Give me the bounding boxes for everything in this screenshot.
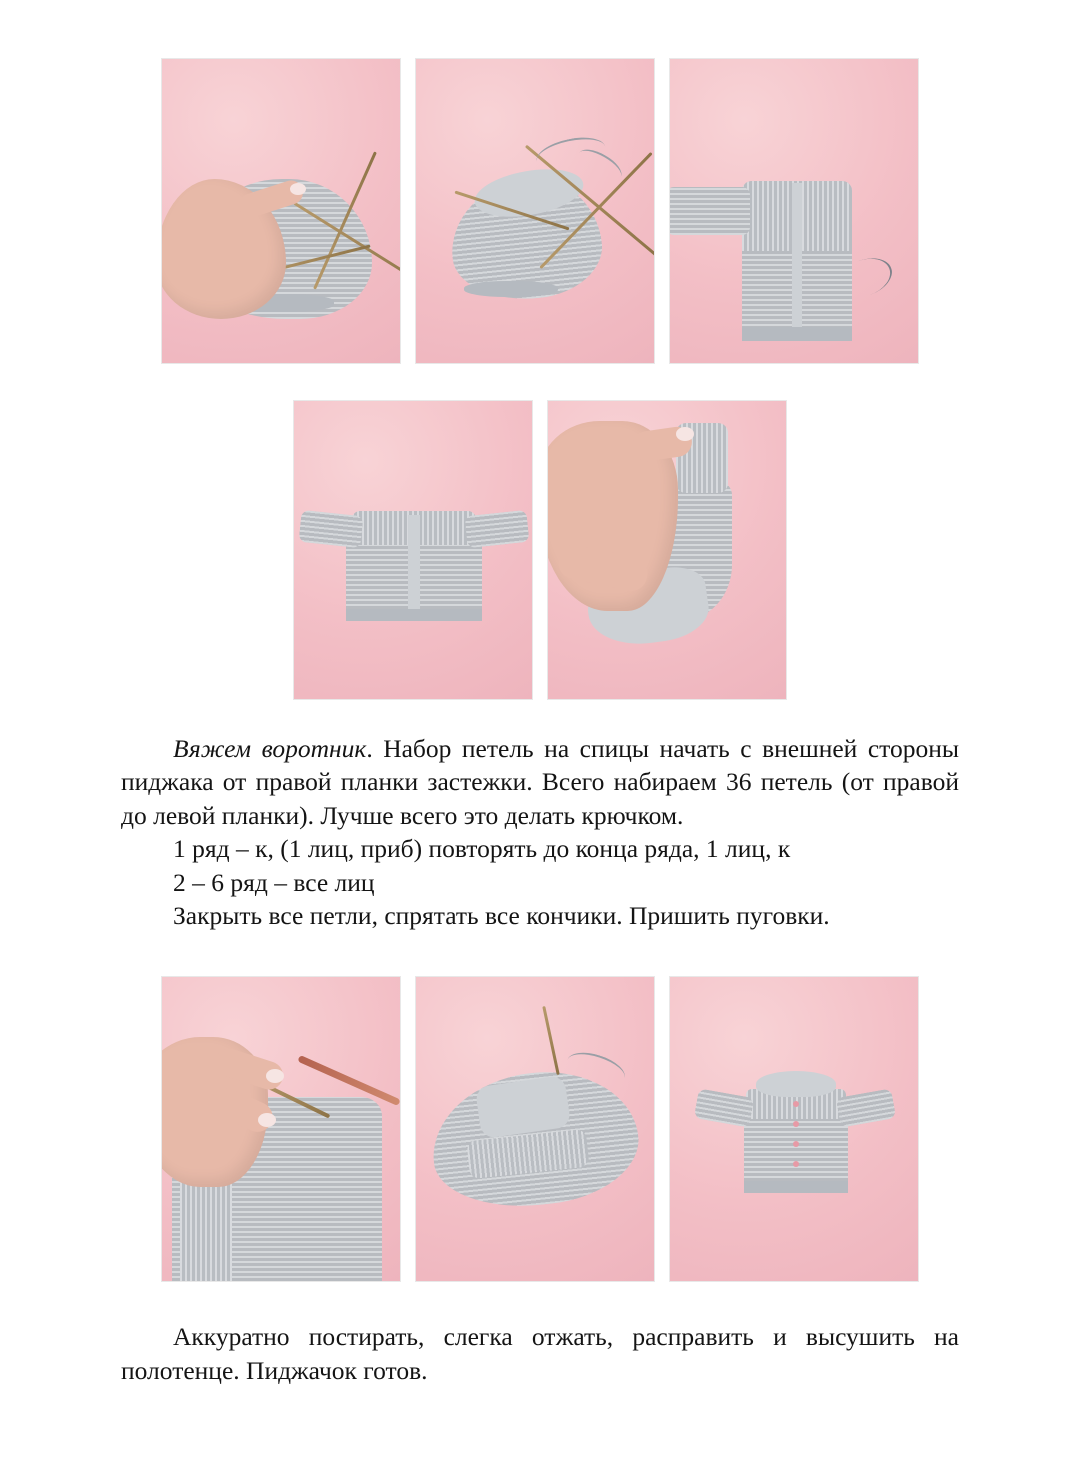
knit-jacket-sleeve [669, 187, 750, 235]
photo-finished-jacket-with-buttons [669, 976, 919, 1282]
photo-sleeve-with-yarn-tail [415, 58, 655, 364]
knit-sleeve-edge [464, 281, 558, 297]
photo-crochet-picking-collar-stitches [161, 976, 401, 1282]
knit-jacket-sleeve-left [298, 510, 363, 548]
knit-bottom-edge [742, 327, 852, 341]
final-paragraph: Аккуратно постирать, слегка отжать, расправить и высушить на полотенце. Пиджачок готов. [121, 1322, 959, 1385]
final-instructions [121, 1320, 959, 1387]
figure-row-2 [0, 364, 1080, 700]
collar-intro-emphasis: Вяжем воротник [173, 734, 367, 763]
collar-intro-paragraph [121, 732, 959, 832]
knit-collar [756, 1071, 836, 1097]
fingernail-icon [676, 427, 694, 441]
photo-hand-holding-jacket [547, 400, 787, 700]
knit-front-placket [792, 183, 802, 339]
figure-row-3 [0, 932, 1080, 1282]
photo-jacket-flat-open [293, 400, 533, 700]
knit-bottom-edge [744, 1181, 848, 1193]
knit-jacket-sleeve-right [464, 510, 529, 548]
fingernail-icon [290, 183, 306, 195]
figure-row-1 [0, 0, 1080, 364]
photo-collar-on-needles [415, 976, 655, 1282]
row-instruction-2-6: 2 – 6 ряд – все лиц [173, 867, 375, 897]
photo-jacket-body-front [669, 58, 919, 364]
photo-knitting-sleeve-on-needles [161, 58, 401, 364]
knit-front-placket [408, 515, 420, 619]
row-instruction-1: 1 ряд – к, (1 лиц, приб) повторять до конца ряда, 1 лиц, к [173, 834, 791, 864]
finishing-instruction: Закрыть все петли, спрятать все кончики. Пришить пуговки. [173, 900, 830, 930]
collar-instructions [121, 732, 959, 932]
knit-bottom-edge [346, 609, 482, 621]
collar-intro-text: . Набор петель на спицы начать с внешней стороны пиджака от правой планки застежки. Всего набираем 36 петель (от правой до левой планки). Лучше всего это делать крючком. [121, 734, 959, 830]
